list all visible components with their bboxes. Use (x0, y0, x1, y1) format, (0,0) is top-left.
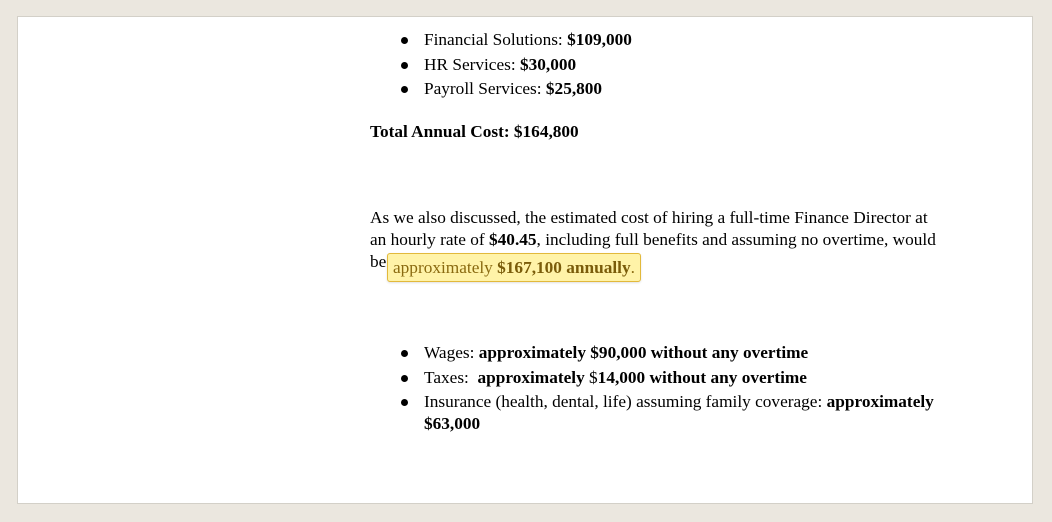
annual-cost-highlight[interactable] (387, 253, 641, 282)
service-cost-list (370, 29, 632, 103)
list-item (370, 29, 632, 51)
list-item (370, 78, 632, 100)
bullet-icon (401, 375, 408, 382)
highlight-period: . (630, 258, 635, 277)
total-annual-cost: Total Annual Cost: $164,800 (370, 122, 579, 141)
list-item (370, 342, 990, 364)
bullet-icon (401, 399, 408, 406)
bullet-icon (401, 350, 408, 357)
highlight-amount: $167,100 annually (497, 258, 631, 277)
bullet-icon (401, 62, 408, 69)
list-item-label: Financial Solutions: (424, 30, 568, 49)
list-item-label: Payroll Services: (424, 79, 546, 99)
paragraph-line-1: As we also discussed, the estimated cost of hiring a full-time Finance Director at (370, 208, 928, 227)
list-item-label: Taxes: (424, 367, 478, 387)
list-item (370, 391, 990, 435)
list-item-label: Wages: (424, 343, 479, 362)
bullet-icon (401, 37, 408, 44)
list-item-value: approximately (826, 392, 934, 412)
finance-director-paragraph (370, 207, 982, 277)
director-cost-breakdown-list (370, 342, 990, 438)
list-item-value: $30,000 (520, 54, 577, 74)
bullet-icon (401, 86, 408, 93)
list-item-currency: $ (589, 367, 598, 387)
paragraph-line-2 (370, 229, 982, 251)
paragraph-line-2-end: , including full benefits and assuming no overtime, would (536, 230, 936, 249)
list-item-label: Insurance (health, dental, life) assuming family coverage: (424, 392, 827, 412)
paragraph-line-2-start: an hourly rate of (370, 230, 490, 249)
list-item-value: approximately $90,000 without any overtime (478, 343, 809, 362)
list-item-value: $25,800 (545, 79, 603, 99)
list-item-value-amount: $63,000 (424, 414, 481, 434)
list-item (370, 367, 990, 389)
highlight-prefix: approximately (393, 258, 498, 277)
list-item-value: approximately (477, 367, 590, 387)
paragraph-line-3-start: be (370, 252, 387, 271)
list-item (370, 54, 632, 76)
list-item-label: HR Services: (424, 54, 520, 74)
document-page (17, 16, 1033, 504)
list-item-value: $109,000 (567, 30, 632, 49)
hourly-rate-value: $40.45 (489, 230, 537, 249)
list-item-value-amount: 14,000 without any overtime (597, 367, 807, 387)
